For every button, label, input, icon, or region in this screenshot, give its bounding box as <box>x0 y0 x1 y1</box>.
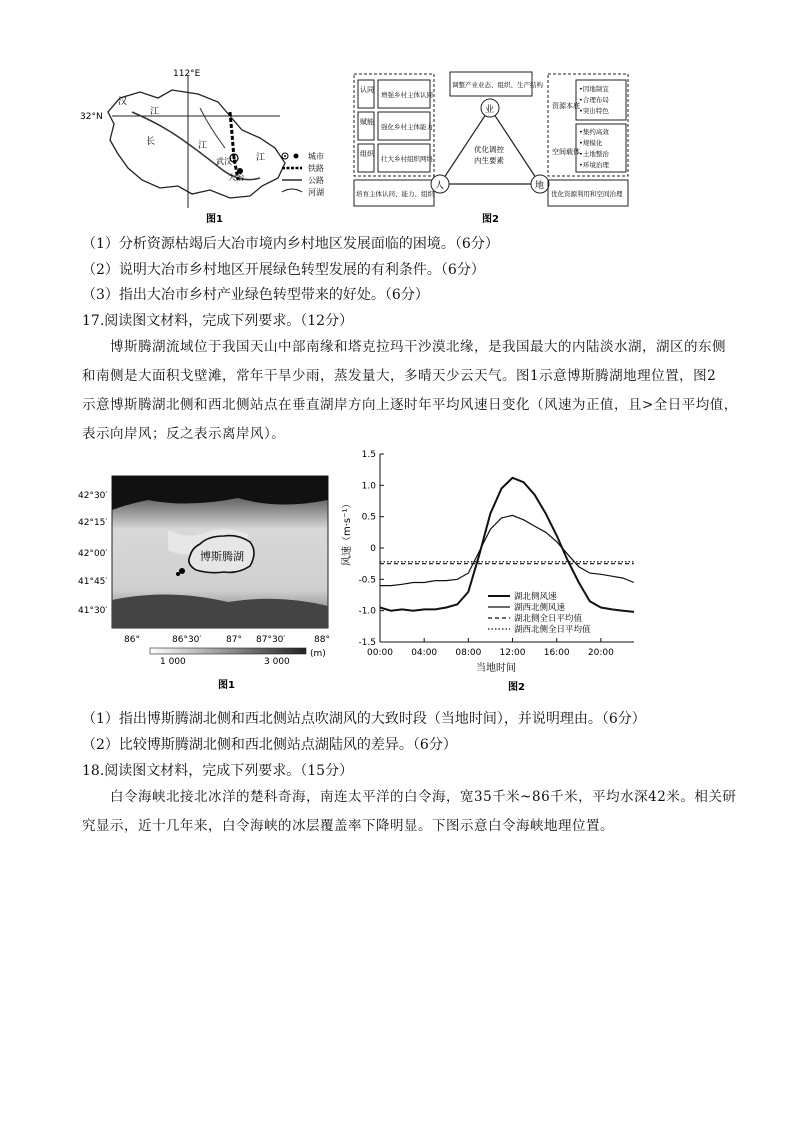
svg-text:3 000: 3 000 <box>264 657 290 667</box>
place-label: 江 <box>150 107 160 117</box>
legend-label: 湖西北侧风速 <box>514 603 566 613</box>
left-tags <box>358 80 375 172</box>
q18-line: 白令海峡北接北冰洋的楚科奇海，南连太平洋的白令海，宽35千米~86千米，平均水深42米。相关研 <box>110 789 737 805</box>
y-tick-label: 1.0 <box>361 481 376 492</box>
y-tick-label: -1.0 <box>358 606 376 617</box>
q17-line: 博斯腾湖流域位于我国天山中部南缘和塔克拉玛干沙漠北缘，是我国最大的内陆淡水湖，湖区的东侧 <box>110 339 726 355</box>
x-tick-label: 20:00 <box>587 648 614 658</box>
chart-ylabel: 风速（m·s⁻¹） <box>342 498 353 566</box>
svg-text:资源本底: 资源本底 <box>552 102 580 110</box>
svg-text:强化乡村主体能力: 强化乡村主体能力 <box>381 123 433 131</box>
svg-text:41°30′: 41°30′ <box>78 606 108 616</box>
q16-sub3: （3）指出大冶市乡村产业绿色转型带来的好处。（6分） <box>82 287 429 303</box>
q17-line: 和南侧是大面积戈壁滩，常年干旱少雨，蒸发量大，多晴天少云天气。图1示意博斯腾湖地理位置，图2 <box>82 368 717 384</box>
svg-text:•环境治理: •环境治理 <box>579 161 609 169</box>
series-line-1 <box>380 515 634 585</box>
q17-title: 17.阅读图文材料，完成下列要求。（12分） <box>82 313 354 329</box>
svg-text:赋能: 赋能 <box>360 118 374 126</box>
q17-line: 示意博斯腾湖北侧和西北侧站点在垂直湖岸方向上逐时年平均风速日变化（风速为正值，且>全日平均值， <box>82 397 738 413</box>
svg-text:42°30′: 42°30′ <box>78 491 108 501</box>
right-items-b <box>576 124 626 172</box>
place-label: 长 <box>146 137 156 147</box>
q17-material <box>82 333 742 449</box>
place-label: 武汉 <box>216 157 232 166</box>
lat-labels <box>78 491 107 616</box>
svg-text:86°: 86° <box>124 635 140 645</box>
q17-fig1 <box>78 470 350 695</box>
svg-text:•土地整治: •土地整治 <box>579 150 609 158</box>
y-tick-label: 0 <box>370 544 376 554</box>
x-tick-label: 00:00 <box>367 648 393 658</box>
top-fig1-map <box>80 68 340 228</box>
svg-text:87°30′: 87°30′ <box>256 635 286 645</box>
y-tick-label: -1.5 <box>358 638 376 648</box>
x-tick-label: 08:00 <box>455 648 482 658</box>
svg-text:•因地制宜: •因地制宜 <box>579 85 609 93</box>
x-tick-label: 12:00 <box>499 648 526 658</box>
q18-title: 18.阅读图文材料，完成下列要求。（15分） <box>82 763 354 779</box>
svg-text:铁路: 铁路 <box>308 164 324 173</box>
svg-text:空间载体: 空间载体 <box>552 148 580 156</box>
x-tick-label: 04:00 <box>411 648 438 658</box>
svg-text:•突出特色: •突出特色 <box>579 107 609 115</box>
q17-line: 表示向岸风；反之表示离岸风）。 <box>82 426 286 442</box>
q16-sub2: （2）说明大冶市乡村地区开展绿色转型发展的有利条件。（6分） <box>82 262 485 278</box>
q16-sub1: （1）分析资源枯竭后大冶市境内乡村地区发展面临的困境。（6分） <box>82 236 499 252</box>
legend-label: 湖北侧风速 <box>514 592 557 602</box>
node-ren: 人 <box>435 181 445 191</box>
svg-text:41°45′: 41°45′ <box>78 577 108 587</box>
q17-fig1-caption: 图1 <box>218 680 235 691</box>
legend-label: 湖西北侧全日平均值 <box>514 625 591 635</box>
lon-label: 112°E <box>173 69 201 79</box>
svg-text:42°00′: 42°00′ <box>78 549 108 559</box>
svg-text:公路: 公路 <box>308 176 324 185</box>
center-text: 优化调控 <box>474 145 504 154</box>
bottom-right-box: 优化资源利用和空间治理 <box>551 190 623 198</box>
svg-text:42°15′: 42°15′ <box>78 518 108 528</box>
x-tick-label: 16:00 <box>543 648 570 658</box>
svg-text:•规模化: •规模化 <box>579 139 603 147</box>
svg-text:认同: 认同 <box>360 86 374 94</box>
top-fig1 <box>80 68 340 228</box>
lat-label: 32°N <box>80 112 103 122</box>
y-tick-label: 0.5 <box>361 512 376 523</box>
map-legend <box>282 151 324 197</box>
svg-text:86°30′: 86°30′ <box>172 635 202 645</box>
legend-label: 湖北侧全日平均值 <box>514 614 583 624</box>
top-fig2 <box>352 68 632 228</box>
bottom-left-box: 培育主体认同、能力、组织 <box>356 190 434 198</box>
chart-xlabel: 当地时间 <box>476 663 516 674</box>
svg-text:•合理布局: •合理布局 <box>579 96 609 104</box>
top-fig2-caption: 图2 <box>482 214 499 225</box>
svg-text:组织: 组织 <box>360 150 374 158</box>
svg-text:壮大乡村组织网络: 壮大乡村组织网络 <box>381 155 433 163</box>
svg-text:河湖: 河湖 <box>308 188 324 197</box>
lake-label: 博斯腾湖 <box>200 550 244 563</box>
left-items <box>378 80 434 172</box>
q17-sub1: （1）指出博斯腾湖北侧和西北侧站点吹湖风的大致时段（当地时间），并说明理由。（6分） <box>82 711 646 727</box>
node-di: 地 <box>535 181 545 191</box>
right-items-a <box>576 80 626 120</box>
place-label: 大冶 <box>228 173 244 182</box>
q18-material <box>82 783 742 841</box>
wind-speed-chart <box>338 446 644 696</box>
svg-text:87°: 87° <box>226 635 242 645</box>
svg-text:1 000: 1 000 <box>160 657 186 667</box>
q17-fig2 <box>338 446 644 696</box>
q17-sub2: （2）比较博斯腾湖北侧和西北侧站点湖陆风的差异。（6分） <box>82 737 457 753</box>
node-ye: 业 <box>485 105 495 115</box>
center-text: 内生要素 <box>474 156 504 165</box>
svg-text:(m): (m) <box>310 649 326 659</box>
top-box: 调整产业业态、组织、生产结构 <box>452 81 543 89</box>
series-line-0 <box>380 478 634 612</box>
place-label: 江 <box>256 153 266 163</box>
q18-line: 究显示，近十几年来，白令海峡的冰层覆盖率下降明显。下图示意白令海峡地理位置。 <box>82 818 614 834</box>
svg-text:•集约高效: •集约高效 <box>579 128 609 136</box>
place-label: 汉 <box>118 97 128 107</box>
elevation-scale <box>150 648 326 667</box>
y-tick-label: 1.5 <box>361 450 376 460</box>
lon-labels <box>124 635 330 645</box>
svg-text:88°: 88° <box>314 635 330 645</box>
svg-text:城市: 城市 <box>308 152 324 161</box>
svg-text:增强乡村主体认同: 增强乡村主体认同 <box>381 91 433 99</box>
y-tick-label: -0.5 <box>358 575 376 586</box>
place-label: 江 <box>198 141 208 151</box>
chart-caption: 图2 <box>508 682 525 693</box>
top-fig1-caption: 图1 <box>206 214 223 225</box>
